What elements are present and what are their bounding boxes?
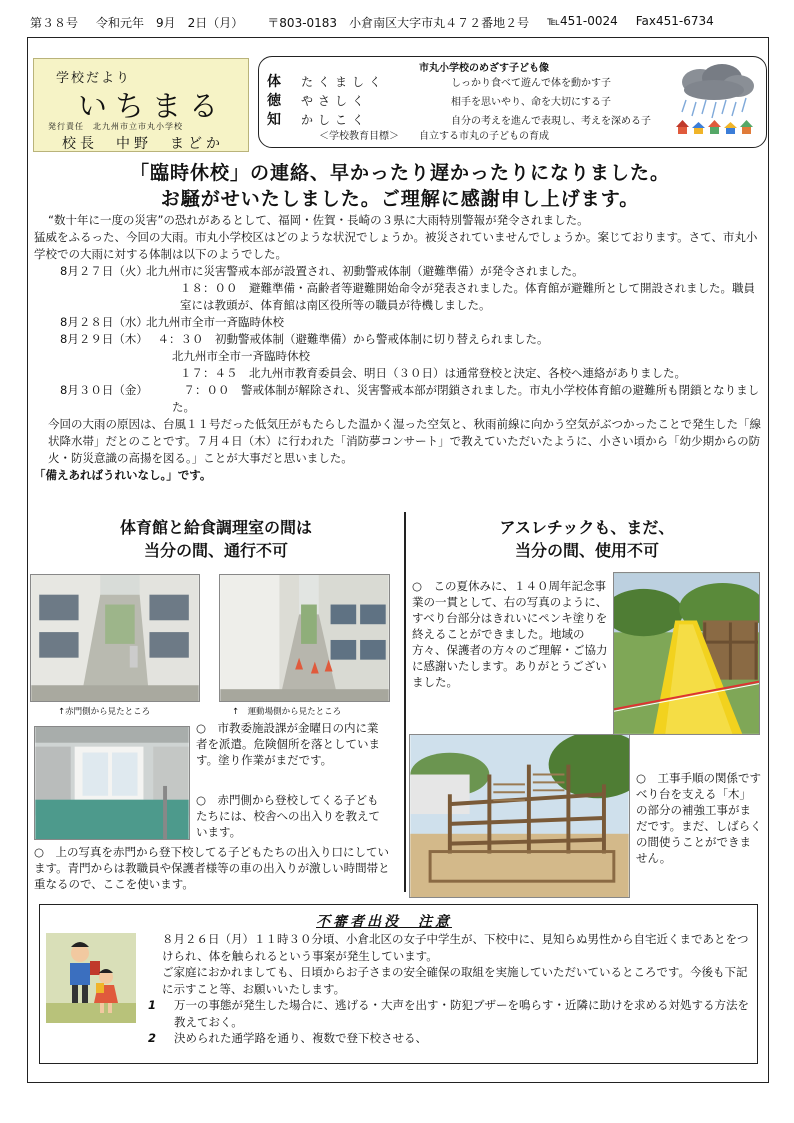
- left-note-2: ○ 赤門側から登校してくる子どもたちには、校舎への出入りを教えています。: [196, 793, 380, 839]
- goal-value: たくましく: [301, 75, 387, 89]
- issue-number: 第３８号: [30, 16, 79, 30]
- photo-corridor-red-gate: [30, 574, 200, 702]
- masthead: [33, 58, 249, 152]
- right-note-1: ○ この夏休みに、１４０周年記念事業の一貫として、右の写真のように、すべり台部分はきれいにペンキ塗りを終えることができました。地域の方々、保護者の方々のご理解・ご協力に感謝いたします。ありがとうございました。: [412, 579, 608, 689]
- headline-line: 「臨時休校」の連絡、早かったり遅かったりになりました。: [129, 162, 670, 184]
- right-section-title: [412, 516, 762, 562]
- notice-title: 不審者出没 注意: [316, 914, 452, 930]
- article-outro: 今回の大雨の原因は、台風１１号だった低気圧がもたらした温かく湿った空気と、秋雨前線に向かう空気がぶつかったことで発生した「線状降水帯」だとのことです。７月４日（木）に行われた「消防夢コンサート」で教えていただいたように、小さい頃から「幼少期からの防火・防災意識の高揚を図る。」ことが大事だと思いました。: [48, 417, 761, 465]
- goal-desc: しっかり食べて遊んで体を動かす子: [451, 78, 611, 89]
- masthead-subtitle: 学校だより: [56, 71, 132, 86]
- schedule-text: １８：００ 避難準備・高齢者等避難開始命令が発表されました。体育館が避難所として開設されました。職員室には教頭が、体育館は南区役所等の職員が待機しました。: [180, 281, 755, 312]
- goal-value: かしこく: [301, 113, 370, 127]
- photo-wooden-athletic: [409, 734, 630, 898]
- children-walking-icon: [46, 933, 136, 1023]
- section-title-line: 体育館と給食調理室の間は: [119, 518, 312, 537]
- article-body: [34, 212, 762, 484]
- goal-row: [267, 71, 611, 91]
- goal-row: [267, 90, 611, 110]
- school-tel: ℡451-0024: [547, 14, 618, 28]
- notice-item: [148, 1030, 754, 1047]
- notice-item-text: 決められた通学路を通り、複数で登下校させる、: [174, 1031, 427, 1045]
- photo-corridor-playground: [219, 574, 390, 702]
- notice-item-number: 2: [148, 1031, 157, 1045]
- left-note-3: ○ 上の写真を赤門から登下校してる子どもたちの出入り口にしています。青門からは教職員や保護者様等の車の出入りが激しい時間帯と重なるので、ここを使います。: [34, 845, 390, 891]
- schedule-date: 8月２９日（木）: [60, 332, 148, 346]
- notice-item-number: 1: [148, 998, 157, 1012]
- newsletter-title: いちまる: [78, 89, 227, 123]
- notice-paragraph: ８月２６日（月）１１時３０分頃、小倉北区の女子中学生が、下校中に、見知らぬ男性から自宅近くまであとをつけられ、体を触られるという事案が発生しています。: [162, 932, 749, 963]
- schedule-date: 8月２８日（水）: [60, 315, 148, 329]
- schedule-text: 北九州市に災害警戒本部が設置され、初動警戒体制（避難準備）が発令されました。: [146, 264, 584, 278]
- section-title-line: 当分の間、使用不可: [514, 541, 659, 560]
- schedule-row: [34, 348, 762, 365]
- notice-item-text: 万一の事態が発生した場合に、逃げる・大声を出す・防犯ブザーを鳴らす・近隣に助けを求める対処する方法を教えておく。: [174, 998, 749, 1029]
- section-title-line: アスレチックも、まだ、: [499, 518, 675, 537]
- goal-key: 体: [267, 74, 281, 90]
- suspicious-person-notice: [39, 904, 758, 1064]
- goal-desc: 自分の考えを進んで表現し、考えを深める子: [451, 116, 651, 127]
- notice-paragraph: ご家庭におかれましても、日頃からお子さまの安全確保の取組を実施していただいているところです。今後も下記に示すこと等、お願いいたします。: [162, 965, 748, 996]
- goal-row: [267, 109, 651, 129]
- article-intro: “数十年に一度の災害”の恐れがあるとして、福岡・佐賀・長崎の３県に大雨特別警報が発令されました。: [48, 213, 589, 227]
- headline-line: お騒がせいたしました。ご理解に感謝申し上げます。: [160, 188, 640, 210]
- principal-name: 校長 中野 まどか: [62, 136, 224, 152]
- issue-date: 令和元年 9月 2日（月）: [96, 16, 244, 30]
- schedule-date: 8月３０日（金）: [60, 383, 148, 397]
- goal-desc: 相手を思いやり、命を大切にする子: [451, 97, 611, 108]
- schedule-text: ７：００ 警戒体制が解除され、災害警戒本部が閉鎖されました。市丸小学校体育館の避難所も閉鎖となりました。: [172, 383, 760, 414]
- article-intro: 猛威をふるった、今回の大雨。市丸小学校区はどのような状況でしょうか。被災されていませんでしょうか。案じております。さて、市丸小学校での大雨に対する体制は以下のようでした。: [34, 230, 758, 261]
- goal-value: やさしく: [301, 94, 370, 108]
- notice-body: [148, 931, 754, 1047]
- publisher: 発行責任 北九州市立市丸小学校: [48, 122, 183, 131]
- left-section-title: [34, 516, 398, 562]
- notice-item: [148, 997, 754, 1030]
- goals-footer: ＜学校教育目標＞ 自立する市丸の子どもの育成: [319, 131, 549, 142]
- schedule-date: 8月２７日（火）: [60, 264, 148, 278]
- photo-caption: ↑赤門側から見たところ: [58, 707, 151, 717]
- schedule-text: 北九州市全市一斉臨時休校: [172, 349, 310, 363]
- goals-title: 市丸小学校のめざす子ども像: [419, 63, 549, 74]
- left-note-1: ○ 市教委施設課が金曜日の内に業者を派遣。危険個所を落としています。塗り作業がまだです。: [196, 721, 380, 767]
- header-line: [30, 14, 770, 34]
- rain-cloud-icon: [672, 64, 758, 142]
- main-headline: [60, 160, 740, 212]
- photo-caption: ↑ 運動場側から見たところ: [232, 707, 342, 717]
- schedule-text: １７：４５ 北九州市教育委員会、明日（３０日）は通常登校と決定、各校へ連絡がありました。: [180, 366, 686, 380]
- article-closing: 「備えあればうれいなし。」です。: [34, 468, 212, 482]
- schedule-text: 北九州市全市一斉臨時休校: [146, 315, 284, 329]
- school-address: 〒803-0183 小倉南区大字市丸４７２番地２号: [267, 16, 530, 30]
- schedule-row: [34, 314, 762, 331]
- column-divider: [404, 512, 406, 892]
- schedule-row: [34, 331, 762, 348]
- photo-entrance: [34, 726, 190, 840]
- photo-yellow-slide: [613, 572, 760, 735]
- schedule-row: [34, 263, 762, 280]
- schedule-row: [34, 365, 762, 382]
- right-note-2: ○ 工事手順の関係ですべり台を支える「木」の部分の補強工事がまだです。まだ、しばらくの間使うことができません。: [636, 771, 762, 865]
- schedule-row: [34, 280, 762, 314]
- goal-key: 知: [267, 112, 281, 128]
- school-fax: Fax451-6734: [635, 14, 714, 28]
- section-title-line: 当分の間、通行不可: [143, 541, 288, 560]
- schedule-row: [34, 382, 762, 416]
- schedule-text: ４：３０ 初動警戒体制（避難準備）から警戒体制に切り替えられました。: [146, 332, 549, 346]
- goal-key: 徳: [267, 93, 281, 109]
